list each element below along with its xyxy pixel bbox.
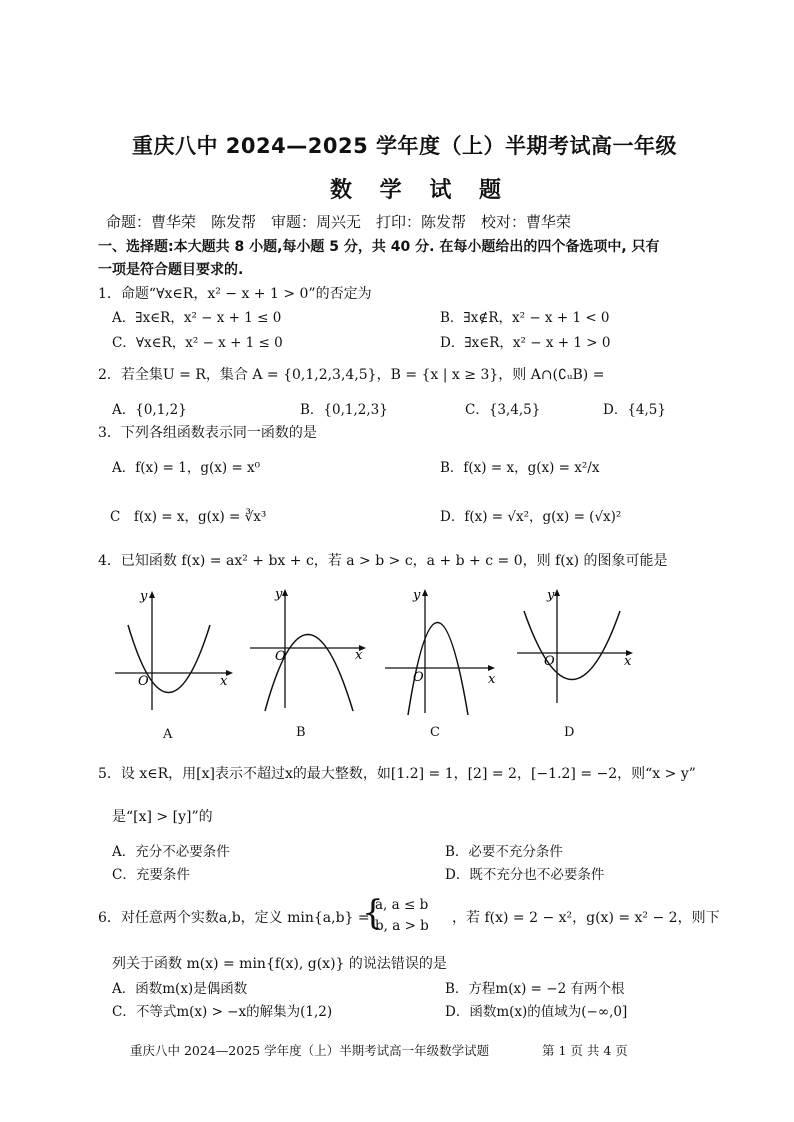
parabola-curve [524, 611, 620, 680]
q5-option-b: B．必要不充分条件 [445, 844, 563, 860]
origin-label: O [413, 670, 424, 685]
x-axis-label: x [355, 648, 363, 663]
q3-option-c: C f(x) = x，g(x) = ∛x³ [110, 509, 267, 525]
q6-piecewise-brace: { [362, 893, 384, 933]
q4-label-d: D [564, 725, 575, 740]
q4-stem: 4．已知函数 f(x) = ax² + bx + c，若 a > b > c，a + b + c = 0，则 f(x) 的图象可能是 [98, 553, 668, 569]
q5-option-c: C．充要条件 [112, 867, 190, 883]
q2-option-a: A．{0,1,2} [112, 402, 187, 418]
y-axis-arrow [282, 589, 288, 596]
exam-title: 重庆八中 2024—2025 学年度（上）半期考试高一年级 [132, 134, 678, 158]
footer-left: 重庆八中 2024—2025 学年度（上）半期考试高一年级数学试题 [130, 1043, 490, 1058]
q6-stem-a: 6．对任意两个实数a,b，定义 min{a,b} = [98, 910, 370, 926]
q3-option-b: B．f(x) = x，g(x) = x²/x [440, 460, 600, 476]
y-axis-label: y [413, 588, 421, 603]
q4-graph-c [380, 585, 505, 720]
y-axis-label: y [547, 588, 555, 603]
q4-graph-a [110, 585, 240, 715]
q6-option-d: D．函数m(x)的值域为(−∞,0] [445, 1004, 628, 1020]
q3-option-d: D．f(x) = √x²，g(x) = (√x)² [440, 509, 622, 525]
x-axis-label: x [488, 672, 496, 687]
q1-option-b: B．∃x∉R，x² − x + 1 < 0 [440, 310, 610, 326]
q3-stem: 3．下列各组函数表示同一函数的是 [98, 425, 317, 441]
q5-stem: 5．设 x∈R，用[x]表示不超过x的最大整数，如[1.2] = 1，[2] = 2，[−1.2] = −2，则“x > y” [98, 766, 696, 782]
q4-label-b: B [296, 725, 306, 740]
q5-stem-line2: 是“[x] > [y]”的 [112, 809, 213, 825]
q5-option-a: A．充分不必要条件 [112, 844, 230, 860]
y-axis-label: y [140, 589, 148, 604]
credits-line: 命题：曹华荣 陈发帮 审题：周兴无 打印：陈发帮 校对：曹华荣 [106, 213, 572, 231]
q6-option-b: B．方程m(x) = −2 有两个根 [445, 981, 625, 997]
q6-case-2: b, a > b [375, 918, 429, 934]
subject-title: 数 学 试 题 [330, 178, 511, 203]
q5-option-d: D．既不充分也不必要条件 [445, 867, 605, 883]
x-axis-arrow [488, 665, 495, 671]
q4-graph-d [512, 583, 642, 713]
q2-option-b: B．{0,1,2,3} [300, 402, 388, 418]
x-axis-label: x [220, 674, 228, 689]
footer-page-number: 第 1 页 共 4 页 [542, 1043, 628, 1058]
origin-label: O [138, 674, 149, 689]
q3-option-a: A．f(x) = 1，g(x) = x⁰ [112, 460, 261, 476]
q6-option-c: C．不等式m(x) > −x的解集为(1,2) [112, 1004, 333, 1020]
q1-option-c: C．∀x∈R，x² − x + 1 ≤ 0 [112, 335, 283, 351]
q6-stem-b: ，若 f(x) = 2 − x²，g(x) = x² − 2，则下 [452, 910, 720, 926]
q4-graph-b [245, 583, 375, 718]
x-axis-label: x [624, 654, 632, 669]
q4-label-c: C [430, 725, 440, 740]
q6-stem-line2: 列关于函数 m(x) = min{f(x), g(x)} 的说法错误的是 [112, 956, 447, 972]
y-axis-arrow [554, 589, 560, 596]
q4-label-a: A [163, 727, 173, 742]
q6-case-1: a, a ≤ b [375, 897, 429, 913]
parabola-curve [408, 623, 468, 716]
section-instructions-line1: 一、选择题:本大题共 8 小题,每小题 5 分，共 40 分. 在每小题给出的四个备选项中, 只有 [98, 239, 660, 255]
origin-label: O [275, 649, 286, 664]
parabola-curve [265, 635, 353, 712]
q2-option-c: C．{3,4,5} [465, 402, 541, 418]
q1-stem: 1．命题“∀x∈R，x² − x + 1 > 0”的否定为 [98, 286, 372, 302]
origin-label: O [544, 654, 555, 669]
q6-option-a: A．函数m(x)是偶函数 [112, 981, 248, 997]
y-axis-arrow [422, 589, 428, 596]
section-instructions-line2: 一项是符合题目要求的. [98, 262, 244, 278]
y-axis-label: y [275, 587, 283, 602]
q1-option-a: A．∃x∈R，x² − x + 1 ≤ 0 [112, 310, 282, 326]
q1-option-d: D．∃x∈R，x² − x + 1 > 0 [440, 335, 611, 351]
q2-option-d: D．{4,5} [603, 402, 666, 418]
q2-stem: 2．若全集U = R，集合 A = {0,1,2,3,4,5}，B = {x | x ≥ 3}，则 A∩(∁ᵤB) = [98, 367, 605, 383]
y-axis-arrow [149, 591, 155, 598]
